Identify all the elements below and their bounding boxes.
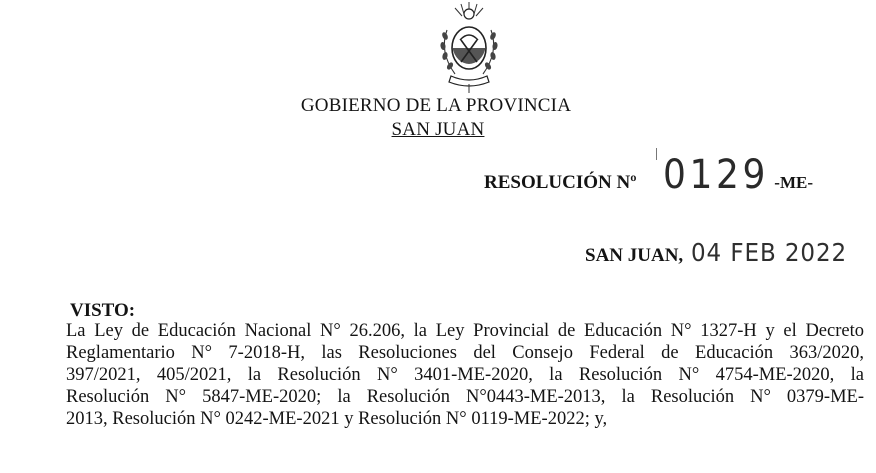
paragraph-line: Resolución N° 5847-ME-2020; la Resolución N°0443-ME-2013, la Resolución N° 0379-ME-: [66, 387, 864, 407]
resolution-line: [484, 152, 813, 196]
paragraph-line: La Ley de Educación Nacional N° 26.206, la Ley Provincial de Educación N° 1327-H y el Decreto: [66, 321, 864, 341]
government-heading: GOBIERNO DE LA PROVINCIA: [300, 95, 572, 116]
paragraph-line: 2013, Resolución N° 0242-ME-2021 y Resolución N° 0119-ME-2022; y,: [66, 409, 608, 429]
visto-paragraph: [66, 320, 864, 430]
visto-heading: VISTO:: [70, 300, 136, 321]
date-label: SAN JUAN,: [585, 245, 684, 266]
date-stamp: 04 FEB 2022: [691, 238, 848, 267]
resolution-suffix: -ME-: [774, 173, 814, 192]
date-line: [585, 238, 861, 267]
paragraph-line: Reglamentario N° 7-2018-H, las Resoluciones del Consejo Federal de Educación 363/2020,: [66, 343, 864, 363]
resolution-label: RESOLUCIÓN Nº: [484, 172, 637, 193]
resolution-number-stamp: 0129: [662, 152, 769, 198]
province-heading: SAN JUAN: [391, 119, 485, 140]
provincial-coat-of-arms-icon: [433, 0, 505, 96]
paragraph-line: 397/2021, 405/2021, la Resolución N° 3401-ME-2020, la Resolución N° 4754-ME-2020, la: [66, 365, 864, 385]
